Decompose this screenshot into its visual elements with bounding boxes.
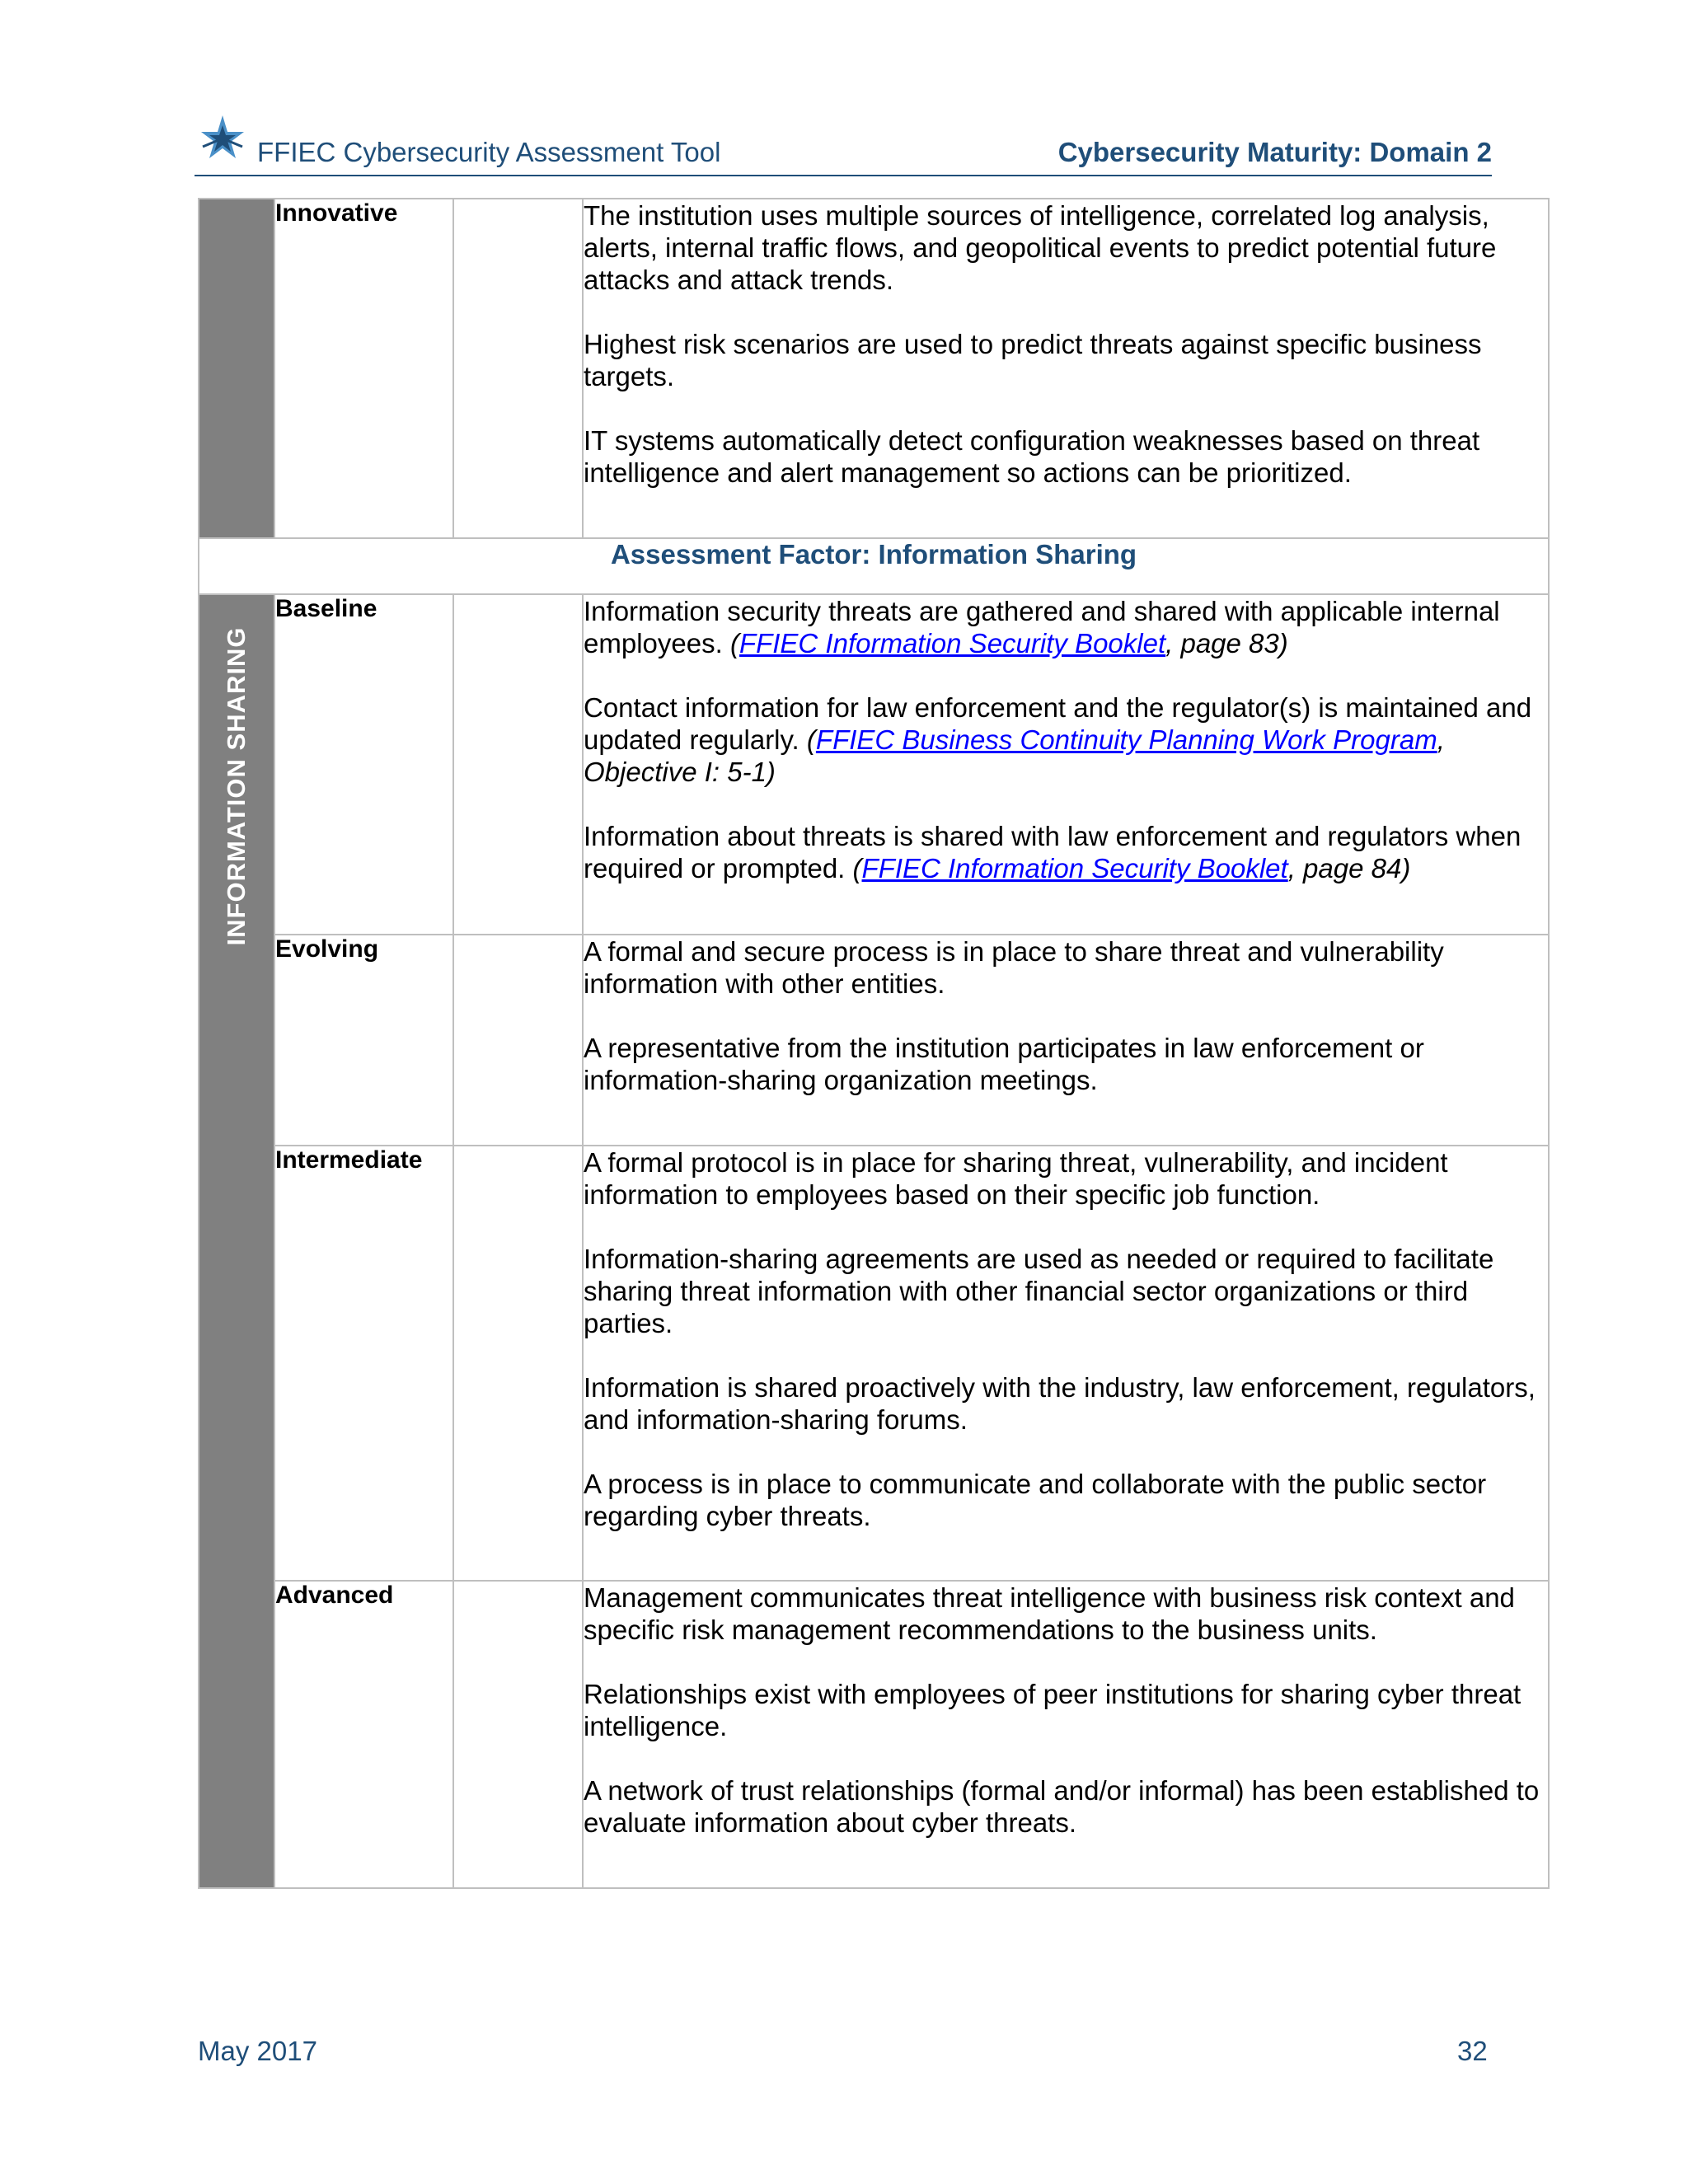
statement: IT systems automatically detect configuration weaknesses based on threat intelligence and alert management so actions can be prioritized. [584,425,1480,488]
statement: Information is shared proactively with the industry, law enforcement, regulators, and information-sharing forums. [584,1372,1536,1435]
checkbox-cell[interactable] [453,1146,583,1581]
tier-label: Advanced [274,1581,453,1888]
statement: Information-sharing agreements are used as needed or required to facilitate sharing threat information with other financial sector organizations or third parties. [584,1244,1494,1338]
table-row-advanced [199,1581,1549,1888]
citation-link[interactable]: FFIEC Information Security Booklet [738,628,1166,658]
tier-label: Evolving [274,935,453,1146]
statement-cell [583,199,1549,538]
statement: A formal and secure process is in place to share threat and vulnerability information with other entities. [584,936,1444,999]
tier-label: Innovative [274,199,453,538]
statement [584,820,1548,884]
statement: Management communicates threat intelligence with business risk context and specific risk management recommendations to the business units. [584,1582,1515,1645]
table-row-intermediate [199,1146,1549,1581]
statement-cell [583,1581,1549,1888]
statement [584,595,1548,659]
ffiec-star-logo-icon [198,114,247,166]
header-title: FFIEC Cybersecurity Assessment Tool [257,137,721,167]
statement: A network of trust relationships (formal and/or informal) has been established to evaluate information about cyber threats. [584,1775,1540,1838]
citation-open: ( [806,724,816,755]
citation-link[interactable]: FFIEC Business Continuity Planning Work Program [815,724,1437,755]
tier-label: Baseline [274,594,453,935]
checkbox-cell[interactable] [453,1581,583,1888]
table-row-baseline [199,594,1549,935]
statement: Highest risk scenarios are used to predict threats against specific business targets. [584,329,1482,391]
page-header [195,114,1492,176]
statement-text: Information about threats is shared with law enforcement and regulators when required or prompted. [584,821,1522,883]
statement: A process is in place to communicate and collaborate with the public sector regarding cyber threats. [584,1469,1487,1531]
statement: A formal protocol is in place for sharing threat, vulnerability, and incident information to employees based on their specific job function. [584,1147,1448,1210]
statement-cell [583,594,1549,935]
statement: The institution uses multiple sources of intelligence, correlated log analysis, alerts, internal traffic flows, and geopolitical events to predict potential future attacks and attack trends. [584,200,1497,295]
statement-text: Information security threats are gathered and shared with applicable internal employees. [584,596,1500,658]
citation [730,628,1288,658]
side-bar-top [199,199,274,538]
table-row-evolving [199,935,1549,1146]
statement-cell [583,935,1549,1146]
checkbox-cell[interactable] [453,935,583,1146]
assessment-factor-heading: Assessment Factor: Information Sharing [199,538,1549,594]
citation-rest: , Objective I: 5-1) [584,724,1445,787]
citation-open: ( [729,628,739,658]
statement: A representative from the institution participates in law enforcement or information-sharing organization meetings. [584,1033,1424,1095]
citation-rest: , page 83) [1165,628,1288,658]
information-sharing-sidebar [199,594,274,1888]
side-label: INFORMATION SHARING [222,626,251,946]
citation [853,853,1411,883]
table-row-innovative [199,199,1549,538]
citation-rest: , page 84) [1287,853,1411,883]
checkbox-cell[interactable] [453,594,583,935]
statement [584,691,1548,788]
side-label-wrap [208,612,265,961]
citation-link[interactable]: FFIEC Information Security Booklet [861,853,1288,883]
checkbox-cell[interactable] [453,199,583,538]
header-domain-title: Cybersecurity Maturity: Domain 2 [1057,137,1492,167]
citation-open: ( [852,853,862,883]
statement-cell [583,1146,1549,1581]
tier-label: Intermediate [274,1146,453,1581]
footer-page-number: 32 [1457,2036,1488,2066]
maturity-table [198,198,1550,1889]
footer-date: May 2017 [198,2036,317,2066]
statement: Relationships exist with employees of peer institutions for sharing cyber threat intelligence. [584,1679,1522,1741]
statement-text: Contact information for law enforcement and the regulator(s) is maintained and updated regularly. [584,692,1532,755]
factor-row [199,538,1549,594]
